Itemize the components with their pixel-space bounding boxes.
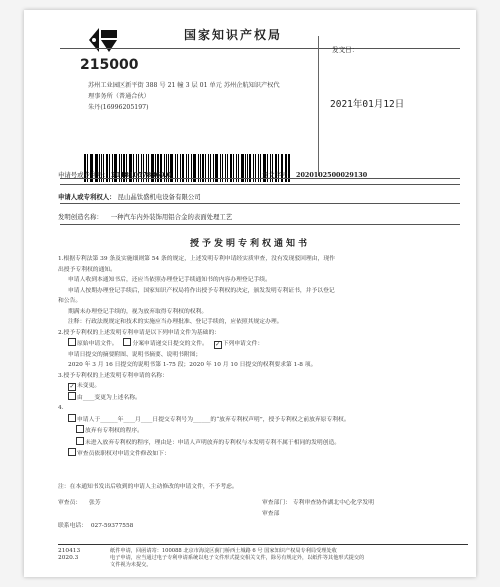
footer-rule xyxy=(58,544,468,545)
checkbox-row xyxy=(58,338,450,350)
body-line: 注释：行政法规规定和技术的实施应当办理批准、登记手续的，应依照其规定办理。 xyxy=(68,319,283,325)
form-code-line: 210413 xyxy=(58,548,81,554)
waiver-text-5: 的“放弃专利权声明”，授予专利权之前放弃原专利权。 xyxy=(210,416,350,423)
checkbox-waiver-process[interactable] xyxy=(76,425,84,433)
waiver-process-label: 放弃有专利权的程序。 xyxy=(85,428,143,434)
examiner-label: 审查员： xyxy=(58,500,82,506)
field-rule-4 xyxy=(60,224,460,225)
checkbox-row xyxy=(58,381,450,392)
mailing-line: 文件视为未提交。 xyxy=(110,562,152,568)
checkbox-divisional-label: 分案申请递交日提交的文件。 xyxy=(132,341,208,347)
phone-label: 联系电话： xyxy=(58,523,87,529)
postcode: 215000 xyxy=(80,57,139,73)
body-line: 出授予专利权的通知。 xyxy=(58,266,116,273)
cnipa-logo-icon xyxy=(86,26,120,54)
applicant-row xyxy=(58,192,201,201)
checkbox-original[interactable] xyxy=(68,338,76,346)
doc-no: 2020102500029130 xyxy=(296,171,368,179)
send-date-label: 发文日： xyxy=(332,46,359,54)
checkbox-row xyxy=(58,437,450,449)
body-line: 期满未办理登记手续的，视为放弃取得专利权的权利。 xyxy=(68,308,208,315)
dept-row xyxy=(262,497,374,506)
form-code xyxy=(58,548,80,562)
checkbox-unchanged-label: 未变更。 xyxy=(77,383,101,389)
body-line: 和公告。 xyxy=(58,298,82,304)
dept-label: 审查部门： xyxy=(262,500,291,506)
checkbox-original-label: 原始申请文件。 xyxy=(77,341,118,347)
examiner-name: 张芳 xyxy=(89,500,101,506)
doc-no-label: 发文序号： xyxy=(262,171,294,179)
recipient-address xyxy=(88,80,298,113)
body-line: 2020 年 3 月 16 日提交的说明书第 1-75 段；2020 年 10 月 10 日提交的权利要求第 1-8 项。 xyxy=(68,362,317,368)
body-line: 3.授予专利权的上述发明专利申请的名称： xyxy=(58,372,168,379)
invention-row xyxy=(58,212,232,221)
mailing-line: 纸件申请，回函请寄：100088 北京市海淀区蓟门桥西土城路 6 号 国家知识产权局专利局受理处收 xyxy=(110,548,337,554)
address-line: 苏州工业园区新平街 388 号 21 幢 3 层 01 单元 苏州企航知识产权代 xyxy=(88,82,280,89)
dept-name: 专利审查协作湖北中心化学发明 xyxy=(292,500,375,506)
note: 注：在本通知书发出后收到的申请人主动修改的申请文件，不予考虑。 xyxy=(58,483,238,490)
phone-number: 027-59377558 xyxy=(90,523,134,529)
changed-from-label: 由 xyxy=(77,394,83,401)
checkbox-row: 由____变更为上述名称。 xyxy=(58,392,450,404)
invention-label: 发明创造名称： xyxy=(58,213,103,221)
waiver-text-3: 月 xyxy=(135,416,141,423)
phone-row xyxy=(58,520,133,529)
app-no-row xyxy=(58,170,171,179)
waiver-text-4: 日提交专利号为 xyxy=(152,416,193,423)
examiner-amend-label: 审查员依职权对申请文件修改如下： xyxy=(77,451,170,457)
waiver-text-1: 申请人于 xyxy=(77,416,101,423)
body-line: 申请人收到本通知书后，还应当依照办理登记手续通知书的内容办理登记手续。 xyxy=(68,277,271,283)
checkbox-row: 申请人于______年____月____日提交专利号为______的“放弃专利权声明”，授予专利权之前放弃原专利权。 xyxy=(58,414,450,426)
body-line: 申请人按期办理登记手续后，国家知识产权局将作出授予专利权的决定，颁发发明专利证书，并予以登记 xyxy=(68,287,335,294)
body-line: 4. xyxy=(58,405,64,411)
waiver-text-2: 年 xyxy=(117,416,124,423)
field-rule-3 xyxy=(60,203,460,204)
applicant-label: 申请人或专利权人： xyxy=(58,193,116,201)
checkbox-examiner-amend[interactable] xyxy=(68,448,76,456)
changed-to-label: 变更为上述名称。 xyxy=(94,394,141,401)
invention-name: 一种汽车内外装饰用铝合金的表面处理工艺 xyxy=(110,213,233,221)
checkbox-changed[interactable] xyxy=(68,392,76,400)
body-line: 2.授予专利权的上述发明专利申请是以下列申请文件为基础的： xyxy=(58,329,221,336)
body-line: 申请日提交的摘要附图、说明书摘要、说明书附图； xyxy=(68,351,202,358)
notice-body xyxy=(58,254,450,492)
dept-row-2: 审查部 xyxy=(262,511,280,517)
notice-title: 授予发明专利权通知书 xyxy=(189,239,310,249)
checkbox-unchanged[interactable]: ✓ xyxy=(69,383,75,390)
field-rule-2 xyxy=(60,184,460,185)
checkbox-row xyxy=(58,448,450,460)
mailing-instructions xyxy=(110,548,364,569)
app-no: 201810578369.0 xyxy=(111,171,172,179)
address-line: 朱丹(16996205197) xyxy=(88,104,149,111)
doc-no-row xyxy=(262,170,367,179)
examiner-row xyxy=(58,497,101,506)
agency-title: 国家知识产权局 xyxy=(184,28,283,42)
checkbox-waiver[interactable] xyxy=(68,414,76,422)
app-no-label: 申请号或专利号： xyxy=(58,171,110,179)
applicant: 昆山晶钛盛机电设备有限公司 xyxy=(117,193,201,201)
checkbox-following-label: 下列申请文件： xyxy=(222,341,264,347)
checkbox-following[interactable]: ✓ xyxy=(215,341,221,348)
form-code-line: 2020.3 xyxy=(58,555,79,561)
body-line: 1.根据专利法第 39 条及实施细则第 54 条的规定，上述发明专利申请经实质审查，没有发现驳回理由，现作 xyxy=(58,256,335,262)
address-line: 理事务所（普通合伙） xyxy=(88,93,150,100)
checkbox-row xyxy=(58,425,450,437)
checkbox-divisional[interactable] xyxy=(123,338,131,346)
checkbox-no-waiver[interactable] xyxy=(76,437,84,445)
send-date: 2021年01月12日 xyxy=(330,99,405,110)
no-waiver-label: 未进入放弃专利权的程序，理由是：申请人声明放弃的专利权与本发明专利不属于相同的发明创造。 xyxy=(85,439,341,446)
mailing-line: 电子申请，应当通过电子专利申请系统以电子文件形式提交相关文件，除另有规定外，以纸件等其他形式提交的 xyxy=(110,555,365,561)
